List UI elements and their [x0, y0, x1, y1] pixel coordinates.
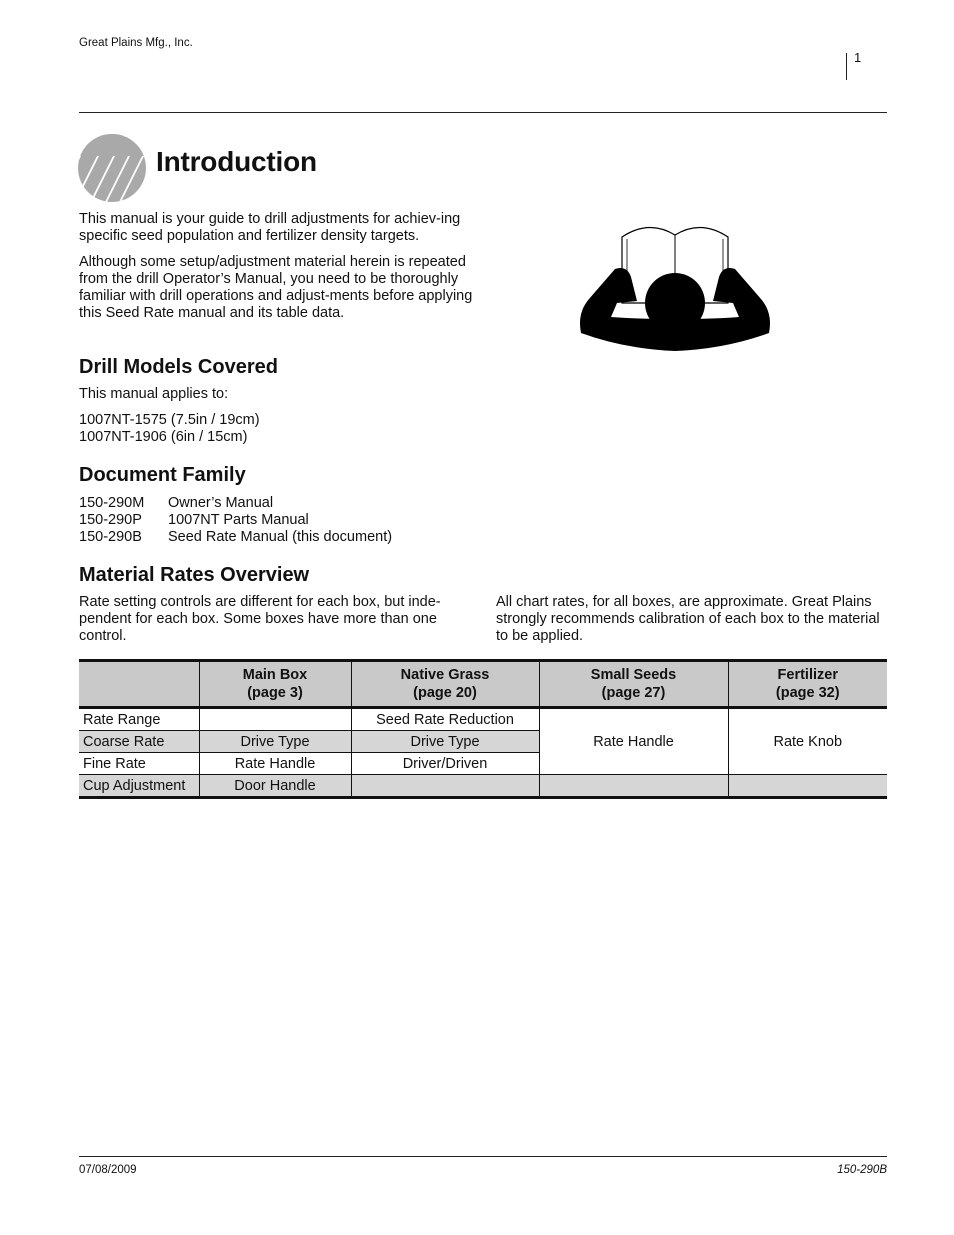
- header-empty: [79, 661, 199, 708]
- table-header-row: [79, 661, 887, 708]
- doc-title: Owner’s Manual: [168, 495, 274, 511]
- cell-native-grass: Seed Rate Reduction: [351, 708, 539, 731]
- doc-code: 150-290P: [79, 512, 142, 528]
- doc-title: Seed Rate Manual (this document): [168, 529, 393, 545]
- cell-main-box: Drive Type: [199, 731, 351, 753]
- list-item: [79, 529, 392, 546]
- footer-doc-number: 150-290B: [837, 1164, 887, 1176]
- header-small-seeds: Small Seeds (page 27): [539, 661, 728, 708]
- cell-small-seeds: [539, 775, 728, 798]
- cell-small-seeds: Rate Handle: [539, 708, 728, 775]
- list-item: 1007NT-1906 (6in / 15cm): [79, 429, 248, 445]
- header-fertilizer: Fertilizer (page 32): [728, 661, 887, 708]
- cell-fertilizer: Rate Knob: [728, 708, 887, 775]
- doc-code: 150-290M: [79, 495, 145, 511]
- row-label: Coarse Rate: [79, 731, 199, 753]
- header-rule: [79, 112, 887, 113]
- material-rates-heading: Material Rates Overview: [79, 564, 310, 586]
- footer-date: 07/08/2009: [79, 1164, 137, 1176]
- document-family-heading: Document Family: [79, 464, 246, 486]
- intro-paragraph-1: This manual is your guide to drill adjustments for achiev-ing specific seed population and fertilizer density targets.: [79, 211, 461, 244]
- great-plains-logo-icon: [78, 134, 146, 202]
- person-reading-manual-icon: [575, 215, 775, 355]
- company-name: Great Plains Mfg., Inc.: [79, 37, 193, 49]
- cell-main-box: Rate Handle: [199, 753, 351, 775]
- cell-native-grass: Driver/Driven: [351, 753, 539, 775]
- intro-paragraph-2: Although some setup/adjustment material herein is repeated from the drill Operator’s Manual, you need to be thoroughly familiar with drill operations and adjust-ments before applying this Seed Rate manual and its table data.: [79, 254, 473, 321]
- footer-rule: [79, 1156, 887, 1157]
- row-label: Rate Range: [79, 708, 199, 731]
- header-main-box: Main Box (page 3): [199, 661, 351, 708]
- list-item: [79, 495, 392, 512]
- document-family-list: [79, 495, 392, 546]
- cell-main-box: [199, 708, 351, 731]
- page-number: 1: [854, 50, 862, 65]
- cell-native-grass: Drive Type: [351, 731, 539, 753]
- doc-code: 150-290B: [79, 529, 142, 545]
- page-number-tick: [846, 53, 847, 80]
- rates-paragraph-right: All chart rates, for all boxes, are approximate. Great Plains strongly recommends calibration of each box to the material to be applied.: [496, 594, 880, 644]
- table-row: [79, 775, 887, 798]
- drill-models-heading: Drill Models Covered: [79, 356, 278, 378]
- applies-to-text: This manual applies to:: [79, 386, 229, 402]
- doc-title: 1007NT Parts Manual: [168, 512, 309, 528]
- cell-native-grass: [351, 775, 539, 798]
- cell-fertilizer: [728, 775, 887, 798]
- row-label: Cup Adjustment: [79, 775, 199, 798]
- header-native-grass: Native Grass (page 20): [351, 661, 539, 708]
- material-rates-table: [79, 659, 887, 799]
- cell-main-box: Door Handle: [199, 775, 351, 798]
- row-label: Fine Rate: [79, 753, 199, 775]
- page-title: Introduction: [156, 146, 317, 177]
- rates-paragraph-left: Rate setting controls are different for each box, but inde-pendent for each box. Some boxes have more than one control.: [79, 594, 441, 644]
- list-item: 1007NT-1575 (7.5in / 19cm): [79, 412, 260, 428]
- table-row: [79, 708, 887, 731]
- list-item: [79, 512, 392, 529]
- drill-models-list: [79, 412, 260, 446]
